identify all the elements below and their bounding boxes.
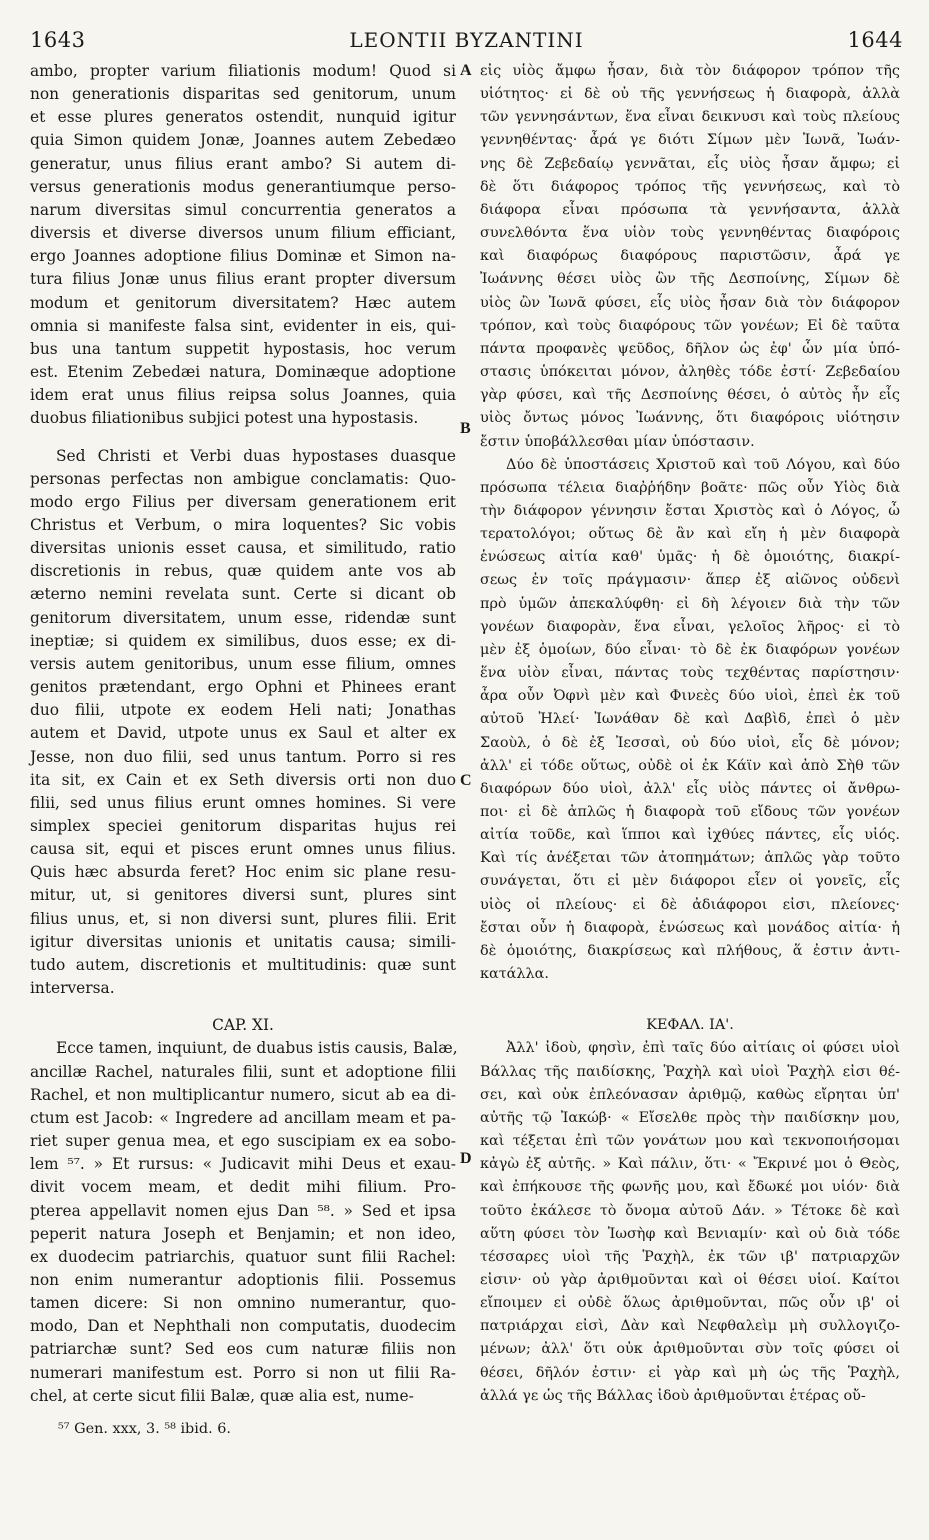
- greek-paragraph-1: [480, 60, 900, 454]
- text-line: autem et David, utpote unus ex Saul et alter ex: [30, 724, 456, 743]
- text-line: τερατολόγοι; οὕτως δὲ ἂν καὶ εἴη ἡ μὲν διαφορὰ: [480, 526, 900, 543]
- text-line: ἀλλά γε ὡς τῆς Βάλλας ἰδοὺ ἀριθμοῦνται ἑτέρας οὔ-: [480, 1387, 866, 1404]
- text-line: πρόσωπα τέλεια διαῤῥήδην βοᾶτε· πῶς οὖν Υἱὸς διὰ: [480, 479, 900, 496]
- text-line: Δύο δὲ ὑποστάσεις Χριστοῦ καὶ τοῦ Λόγου, καὶ δύο: [506, 456, 900, 473]
- text-line: pterea appellavit nomen ejus Dan ⁵⁸. » Sed et ipsa: [30, 1201, 456, 1220]
- text-line: ἕνα υἱὸν εἶναι, πάντας τοὺς τεχθέντας παρίστησιν·: [480, 665, 900, 682]
- text-line: modo, Dan et Nephthali non computatis, duodecim: [30, 1317, 456, 1336]
- text-line: τῶν γεννησάντων, ἕνα εἶναι δεικνυσι καὶ τοὺς πλείους: [480, 109, 900, 126]
- text-line: mitur, ut, si genitores diversi sunt, plures sint: [30, 886, 456, 905]
- text-line: γονέων διαφορὰν, ἕνα εἶναι, γελοῖος λῆρος· εἰ τὸ: [480, 618, 900, 635]
- page-header: [30, 28, 903, 62]
- text-line: ποι· εἰ δὲ ἁπλῶς ἡ διαφορὰ τοῦ εἴδους τῶν γονέων: [480, 804, 900, 820]
- text-line: bus una tantum suppetit hypostasis, hoc verum: [30, 339, 456, 358]
- text-line: ἀλλ' εἰ τόδε οὕτως, οὐδὲ οἱ ἐκ Κάϊν καὶ ἀπὸ Σὴθ τῶν: [480, 757, 900, 774]
- left-page-number: 1643: [30, 28, 86, 52]
- text-line: θέσει, δῆλόν ἐστιν· εἰ γὰρ καὶ μὴ ὡς τῆς Ῥαχὴλ,: [480, 1364, 900, 1381]
- text-line: Σαοὺλ, ὁ δὲ ἐξ Ἰεσσαὶ, οὐ δύο υἱοὶ, εἷς δὲ μόνον;: [480, 734, 900, 751]
- footnote: ⁵⁷ Gen. xxx, 3. ⁵⁸ ibid. 6.: [58, 1420, 231, 1437]
- text-line: discretionis in rebus, quæ quidem ante vos ab: [30, 562, 456, 581]
- text-line: omnia si manifeste falsa sint, evidenter in eis, qui-: [30, 316, 456, 335]
- text-line: simplex speciei genitorum disparitas hujus rei: [30, 817, 456, 835]
- text-line: peperit natura Joseph et Benjamin; et non ideo,: [30, 1224, 456, 1243]
- text-line: Βάλλας τῆς παιδίσκης, Ῥαχὴλ καὶ υἱοὶ Ῥαχὴλ εἰσι θέ-: [480, 1063, 900, 1080]
- latin-paragraph-3: [30, 1037, 456, 1408]
- text-line: Sed Christi et Verbi duas hypostases duasque: [56, 446, 456, 465]
- text-line: filius unus, et, si non diversi sunt, plures filii. Erit: [30, 909, 456, 928]
- text-line: Jesse, non duo filii, sed unus tantum. Porro si res: [30, 747, 456, 766]
- text-line: σει, καὶ οὐκ ἐπλεόνασαν ἀριθμῷ, καθὼς εἴρηται ὑπ': [480, 1086, 900, 1103]
- text-line: δὲ ὁμοιότης, διακρίσεως καὶ πλήθους, ἅ ἐστιν ἀντι-: [480, 942, 900, 959]
- text-line: Quis hæc absurda feret? Hoc enim sic plane resu-: [30, 863, 456, 882]
- text-line: patriarchæ sunt? Sed eos cum naturæ filiis non: [30, 1340, 456, 1359]
- text-line: υἱὸς ὢν Ἰωνᾶ φύσει, εἷς υἱὸς ἦσαν διὰ τὸν διάφορον: [480, 294, 900, 311]
- text-line: καὶ ἐπήκουσε τῆς φωνῆς μου, καὶ ἔδωκέ μοι υἱόν· διὰ: [480, 1179, 900, 1196]
- latin-column: [30, 60, 456, 1441]
- greek-paragraph-2: [480, 454, 900, 987]
- text-line: duo filii, utpote ex eodem Heli nati; Jonathas: [30, 701, 456, 720]
- text-line: modum et genitorum diversitatem? Hæc autem: [30, 293, 456, 312]
- text-line: ambo, propter varium filiationis modum! Quod si: [30, 62, 456, 80]
- text-line: non enim numerantur adoptionis filii. Possemus: [30, 1270, 456, 1289]
- text-line: chel, at certe sicut filii Balæ, quæ alia est, nume-: [30, 1386, 414, 1405]
- text-line: igitur diversitas unionis et unitatis causa; simili-: [30, 932, 456, 951]
- text-line: στασις ὑπόκειται μόνον, ἀληθὲς τόδε ἐστί· Ζεβεδαίου: [480, 364, 900, 381]
- text-line: numerari manifestum est. Porro si non ut filii Ra-: [30, 1363, 456, 1382]
- text-line: tudo autem, discretionis et multitudinis: quæ sunt: [30, 955, 456, 974]
- latin-chapter-heading: CAP. XI.: [212, 1016, 274, 1035]
- text-line: diversis et diverse diversos unum filium efficiant,: [30, 224, 456, 243]
- text-line: divit vocem meam, et dedit mihi filium. Pro-: [30, 1178, 456, 1197]
- text-line: τέσσαρες υἱοὶ τῆς Ῥαχὴλ, ἐκ τῶν ιβ' πατριαρχῶν: [480, 1248, 900, 1265]
- right-page-number: 1644: [847, 28, 903, 52]
- text-line: non generationis disparitas sed genitorum, unum: [30, 85, 456, 104]
- greek-paragraph-3: [480, 1037, 900, 1408]
- text-line: κἀγὼ ἐξ αὐτῆς. » Καὶ πάλιν, ὅτι· « Ἔκρινέ μοι ὁ Θεὸς,: [480, 1156, 900, 1173]
- text-line: ineptiæ; si quidem ex similibus, duos esse; ex di-: [30, 631, 456, 650]
- text-line: αὕτη φύσει τὸν Ἰωσὴφ καὶ Βενιαμίν· καὶ οὐ διὰ τόδε: [480, 1225, 900, 1242]
- text-line: ex duodecim patriarchis, quatuor sunt filii Rachel:: [30, 1247, 456, 1266]
- text-line: narum diversitas simul concurrentia generatos a: [30, 200, 456, 219]
- text-line: versus generationis modus generantiumque perso-: [30, 177, 456, 196]
- text-line: εἰς υἱὸς ἄμφω ἦσαν, διὰ τὸν διάφορον τρόπον τῆς: [480, 63, 900, 79]
- text-line: ancillæ Rachel, naturales filii, sunt et adoptione filii: [30, 1062, 456, 1081]
- text-line: ἑνώσεως αἰτία καθ' ὑμᾶς· ἡ δὲ ὁμοιότης, διακρί-: [480, 549, 900, 566]
- text-line: æterno nemini revelata sunt. Certe si dicant ob: [30, 585, 456, 604]
- text-line: lem ⁵⁷. » Et rursus: « Judicavit mihi Deus et exau-: [30, 1155, 456, 1174]
- text-line: καὶ διαφόρως διαφόρους παριστῶσιν, ἆρά γε: [480, 248, 900, 265]
- text-line: filii, sed unus filius erunt omnes homines. Si vere: [30, 793, 456, 812]
- text-line: τρόπον, καὶ τοὺς διαφόρους τῶν γονέων; Εἰ δὲ ταῦτα: [480, 317, 900, 334]
- text-line: Ἀλλ' ἰδοὺ, φησὶν, ἐπὶ ταῖς δύο αἰτίαις οἱ φύσει υἱοὶ: [506, 1040, 900, 1057]
- text-line: εἴποιμεν εἰ οὐδὲ ὅλως ἀριθμοῦνται, πῶς οὖν ιβ' οἱ: [480, 1295, 900, 1312]
- text-line: ita sit, ex Cain et ex Seth diversis orti non duo: [30, 770, 456, 789]
- text-line: genitos prætendant, ergo Ophni et Phinees erant: [30, 678, 456, 697]
- text-line: duobus filiationibus subjici potest una hypostasis.: [30, 409, 419, 428]
- text-line: interversa.: [30, 979, 115, 998]
- text-line: ctum est Jacob: « Ingredere ad ancillam meam et pa-: [30, 1108, 456, 1127]
- text-line: μένων; ἀλλ' ὅτι οὐκ ἀριθμοῦνται σὺν τοῖς φύσει οἱ: [480, 1341, 900, 1358]
- text-line: αὐτῆς τῷ Ἰακώβ· « Εἴσελθε πρὸς τὴν παιδίσκην μου,: [480, 1109, 900, 1126]
- text-line: γεννηθέντας· ἆρά γε διότι Σίμων μὲν Ἰωνᾶ, Ἰωάν-: [480, 132, 900, 149]
- text-line: εἰσιν· οὐ γὰρ ἀριθμοῦνται καὶ οἱ θέσει υἱοί. Καίτοι: [480, 1271, 900, 1288]
- text-line: σεως ἐν τοῖς πράγμασιν· ἅπερ ἐξ αἰῶνος οὐδενὶ: [480, 572, 900, 589]
- text-line: μὲν ἐξ ὁμοίων, δύο εἶναι· τὸ δὲ ἐκ διαφόρων γονέων: [480, 641, 900, 658]
- text-line: ergo Joannes adoptione filius Dominæ et Simon na-: [30, 247, 456, 266]
- text-line: versis autem genitoribus, unum esse filium, omnes: [30, 654, 456, 673]
- greek-column: [480, 60, 900, 1408]
- text-line: αἰτία τοῦδε, καὶ ἵπποι καὶ ἰχθύες πάντες, εἷς υἱός.: [480, 827, 900, 844]
- running-title: LEONTII BYZANTINI: [349, 28, 584, 52]
- text-line: tamen dicere: Si non omnino numerantur, quo-: [30, 1294, 456, 1313]
- margin-marker-c: C: [460, 772, 472, 789]
- text-line: ἆρα οὖν Ὀφνὶ μὲν καὶ Φινεὲς δύο υἱοὶ, ἐπεὶ ἐκ τοῦ: [480, 688, 900, 705]
- text-line: Christus et Verbum, o mira loquentes? Sic vobis: [30, 515, 456, 534]
- text-line: causa sit, equi et pisces erunt omnes unus filius.: [30, 840, 456, 859]
- text-line: genitorum diversitatem, unum esse, ridendæ sunt: [30, 608, 456, 627]
- text-line: πάντα προφανὲς ψεῦδος, δῆλον ὡς ἐφ' ὧν μία ὑπό-: [480, 340, 900, 357]
- text-line: generatur, unus filius erant ambo? Si autem di-: [30, 154, 456, 173]
- text-line: αὐτοῦ Ἠλεί· Ἰωνάθαν δὲ καὶ Δαβὶδ, ἐπεὶ ὁ μὲν: [480, 711, 900, 728]
- text-line: καὶ τέξεται ἐπὶ τῶν γονάτων μου καὶ τεκνοποιήσομαι: [480, 1133, 900, 1150]
- text-line: υἱὸς οἱ πλείους· εἰ δὲ ἀδιάφοροι εἰσι, πλείονες·: [480, 896, 900, 913]
- text-line: υἱότητος· εἰ δὲ οὐ τῆς γεννήσεως ἡ διαφορὰ, ἀλλὰ: [480, 86, 900, 103]
- margin-marker-b: B: [460, 420, 471, 437]
- text-line: πρὸ ὑμῶν ἀπεκαλύφθη· εἰ δὴ λέγοιεν διὰ τὴν τῶν: [480, 595, 900, 612]
- text-line: γὰρ φύσει, καὶ τῆς Δεσποίνης θέσει, ὁ αὐτὸς ἦν εἷς: [480, 387, 900, 404]
- margin-marker-a: A: [460, 62, 472, 79]
- latin-paragraph-1: [30, 60, 456, 431]
- greek-chapter-heading: ΚΕΦΑΛ. ΙΑ'.: [646, 1017, 734, 1034]
- text-line: ἔσται οὖν ἡ διαφορὰ, ἑνώσεως καὶ μονάδος αἰτία· ἡ: [480, 919, 900, 936]
- margin-marker-d: D: [460, 1150, 472, 1167]
- text-line: Ἰωάννης θέσει υἱὸς ὢν τῆς Δεσποίνης, Σίμων δὲ: [480, 271, 900, 288]
- text-line: υἱὸς ὄντως μόνος Ἰωάννης, ὅτι διαφόροις υἱότησιν: [480, 410, 900, 427]
- text-line: τοῦτο ἐκάλεσε τὸ ὄνομα αὐτοῦ Δάν. » Τέτοκε δὲ καὶ: [480, 1202, 900, 1219]
- text-line: πατριάρχαι εἰσὶ, Δὰν καὶ Νεφθαλεὶμ μὴ συλλογιζο-: [480, 1318, 900, 1335]
- text-line: riet super genua mea, et ego suscipiam ex ea sobo-: [30, 1132, 456, 1151]
- text-line: modo ergo Filius per diversam generationem erit: [30, 492, 456, 511]
- text-line: συνελθόντα ἕνα υἱὸν τοὺς γεννηθέντας διαφόροις: [480, 225, 900, 242]
- text-line: est. Etenim Zebedæi natura, Dominæque adoptione: [30, 363, 456, 382]
- text-line: et esse plures generatos ostendit, nunquid igitur: [30, 108, 456, 127]
- text-line: Ecce tamen, inquiunt, de duabus istis causis, Balæ,: [56, 1039, 458, 1058]
- latin-paragraph-2: [30, 445, 456, 1001]
- text-line: τὴν διάφορον γέννησιν ἔσται Χριστὸς καὶ ὁ Λόγος, ὦ: [480, 502, 900, 519]
- text-line: ἔστιν ὑποβάλλεσθαι μίαν ὑπόστασιν.: [480, 433, 755, 450]
- text-line: Rachel, et non multiplicantur numero, sicut ab ea di-: [30, 1085, 456, 1104]
- text-line: δὲ ὅτι διάφορος τρόπος τῆς γεννήσεως, καὶ τὸ: [480, 178, 900, 195]
- text-line: diversitas unionis esset causa, et similitudo, ratio: [30, 539, 456, 558]
- text-line: personas perfectas non ambigue conclamatis: Quo-: [30, 469, 456, 488]
- text-line: διαφόρων δύο υἱοὶ, ἀλλ' εἷς υἱὸς πάντες οἱ ἄνθρω-: [480, 780, 900, 797]
- text-line: νης δὲ Ζεβεδαίῳ γεννᾶται, εἷς υἱὸς ἦσαν ἄμφω; εἰ: [480, 155, 900, 172]
- text-line: Καὶ τίς ἀνέξεται τῶν ἀτοπημάτων; ἁπλῶς γὰρ τοῦτο: [480, 850, 900, 867]
- text-line: συνάγεται, ὅτι εἰ μὲν διάφοροι εἶεν οἱ γονεῖς, εἷς: [480, 873, 900, 890]
- text-line: idem erat unus filius reipsa solus Joannes, quia: [30, 386, 456, 405]
- text-line: quia Simon quidem Jonæ, Joannes autem Zebedæo: [30, 131, 456, 150]
- text-line: κατάλλα.: [480, 966, 549, 983]
- text-line: tura filius Jonæ unus filius erant propter diversum: [30, 270, 456, 289]
- text-line: διάφορα εἶναι πρόσωπα τὰ γεννήσαντα, ἀλλὰ: [480, 201, 900, 218]
